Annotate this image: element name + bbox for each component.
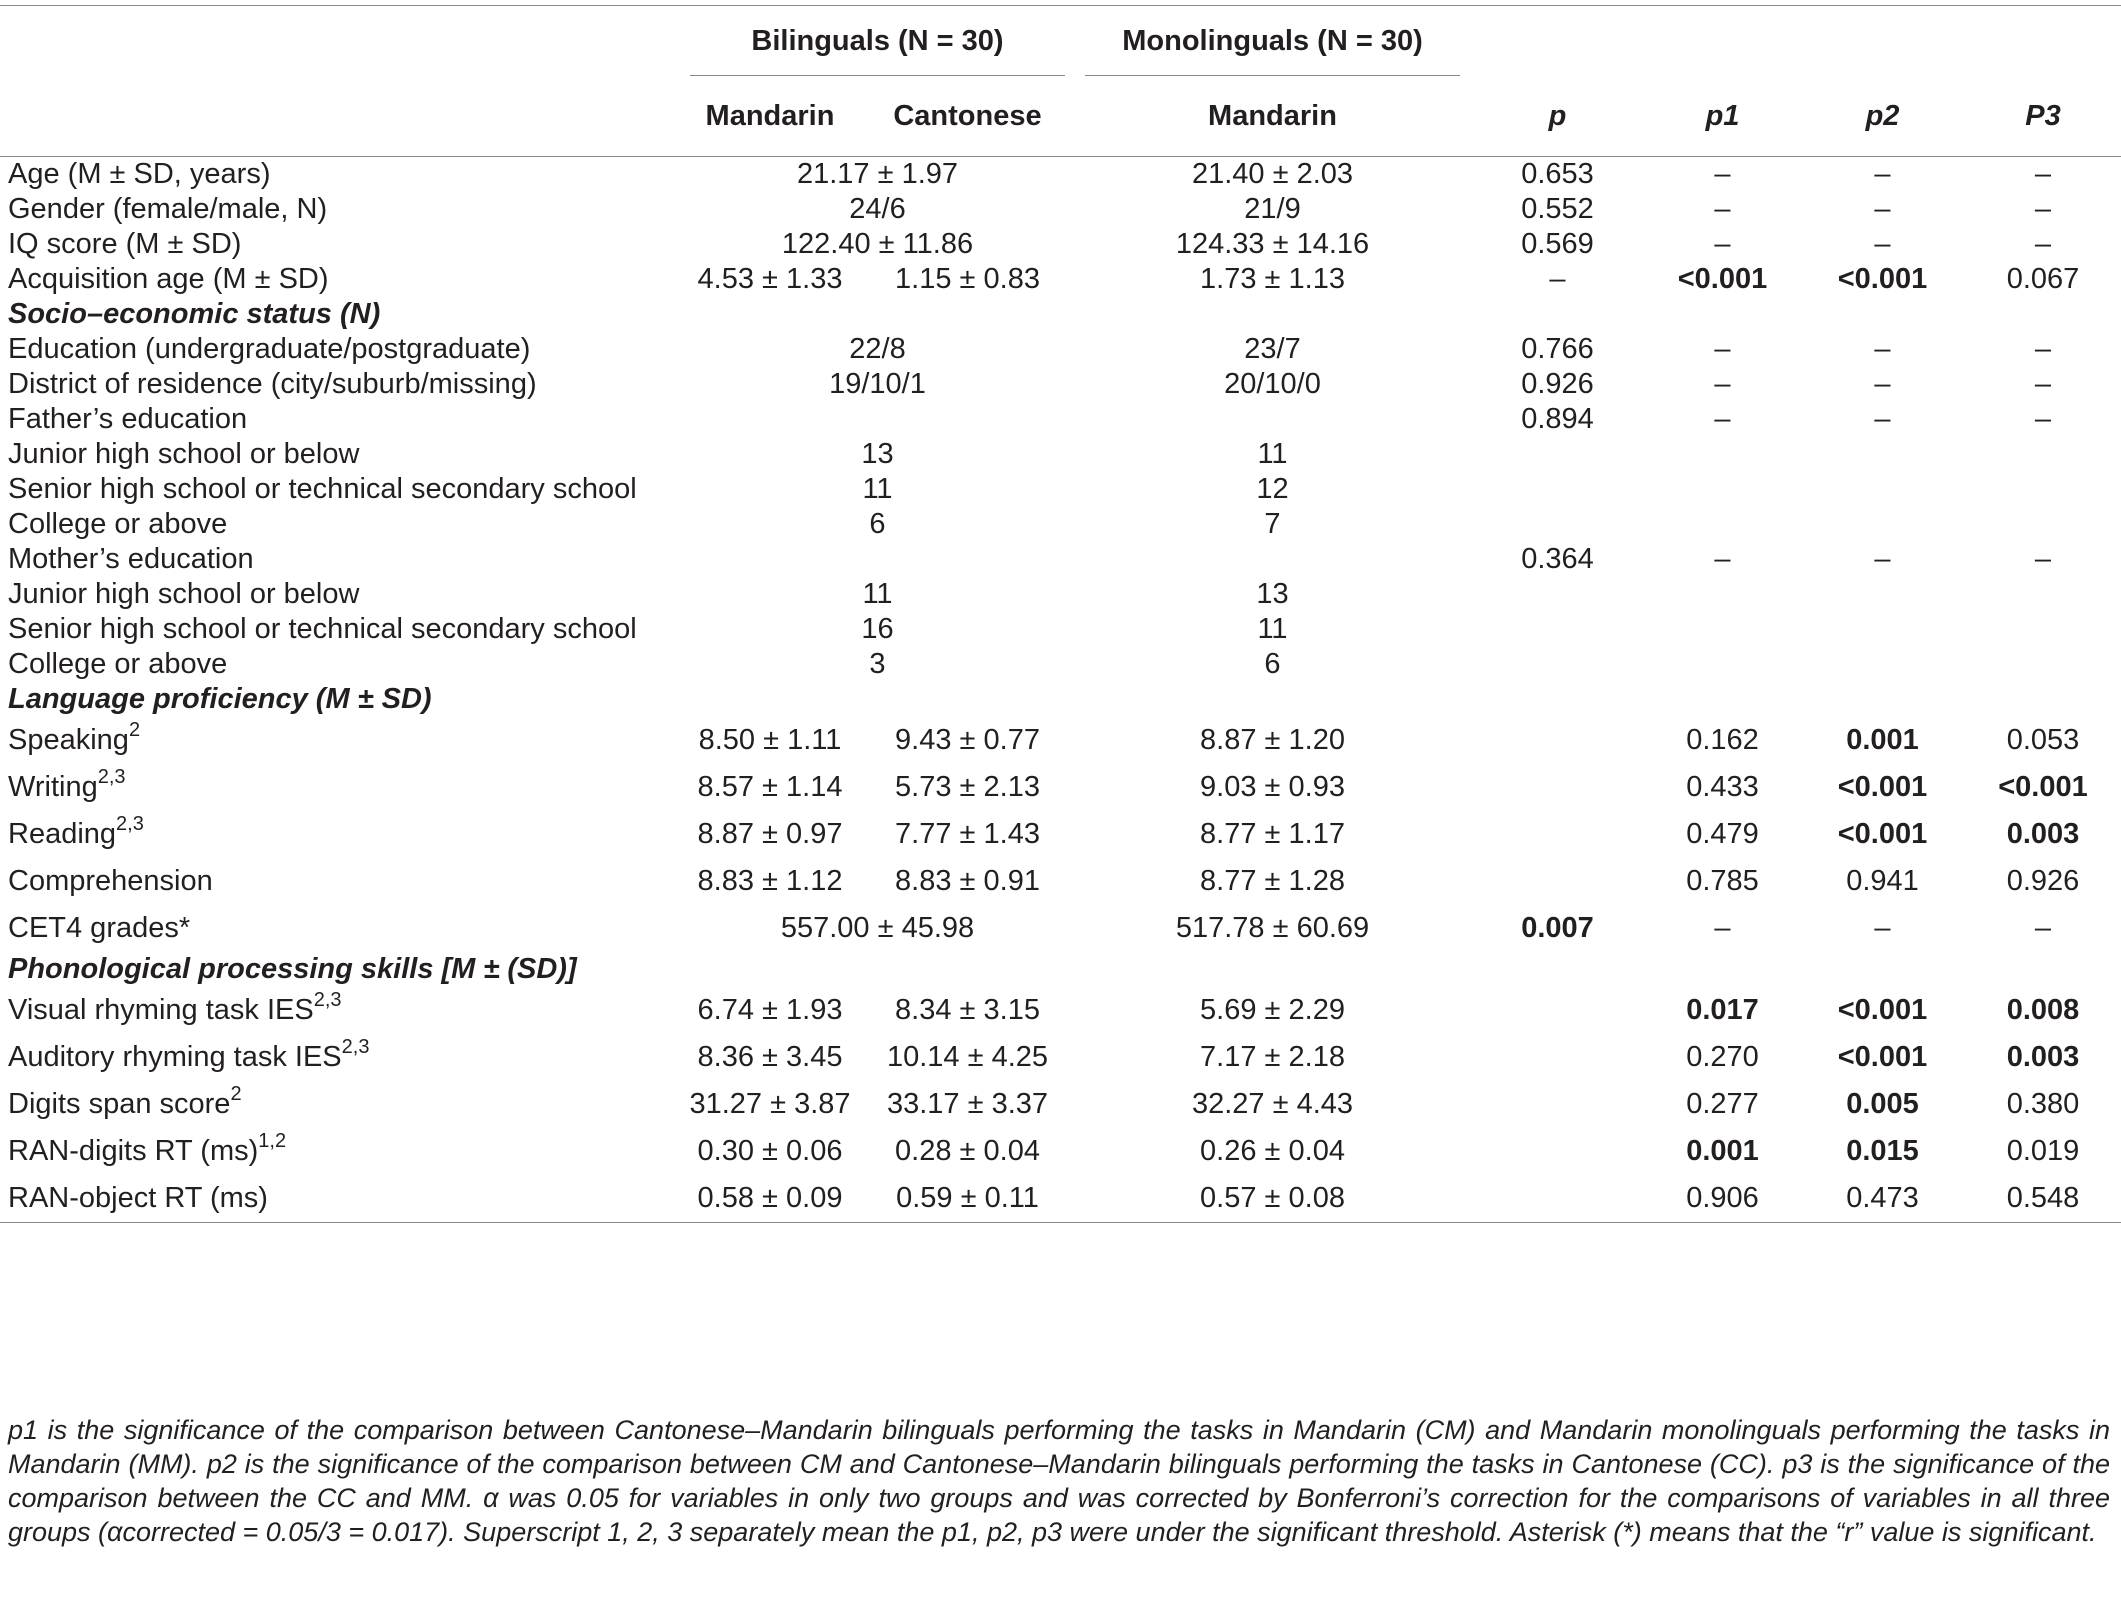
- section-spacer: [680, 297, 2121, 332]
- col-header-p3: [1965, 76, 2121, 157]
- cell-p: 0.766: [1521, 333, 1594, 365]
- cell-bi-mandarin: [680, 542, 860, 577]
- bilinguals-group-header: [680, 6, 1075, 76]
- row-label: [0, 297, 680, 332]
- cell-mono-mandarin: 8.77 ± 1.28: [1200, 865, 1345, 897]
- cell-bi-mandarin: 8.57 ± 1.14: [697, 771, 843, 803]
- cell-p3: [1965, 437, 2121, 472]
- table-row: [0, 472, 2121, 507]
- cell-mono-mandarin: 5.69 ± 2.29: [1200, 994, 1345, 1026]
- row-label-superscript: 2,3: [313, 989, 342, 1012]
- cell-p: 0.364: [1521, 543, 1594, 575]
- cell-p1: <0.001: [1677, 263, 1768, 295]
- cell-p3: 0.380: [2006, 1088, 2080, 1120]
- cell-bilinguals: 122.40 ± 11.86: [781, 228, 974, 260]
- cell-p3: 0.926: [2006, 865, 2080, 897]
- cell-p2: 0.015: [1846, 1135, 1919, 1167]
- row-label-text: Comprehension: [8, 865, 213, 897]
- row-label: [0, 612, 680, 647]
- row-label-text: Senior high school or technical secondary school: [8, 613, 637, 645]
- row-label: [0, 542, 680, 577]
- cell-p3: 0.053: [2006, 724, 2080, 756]
- row-label-text: RAN-object RT (ms): [8, 1182, 268, 1214]
- row-label-text: Gender (female/male, N): [8, 193, 328, 225]
- cell-mono-mandarin: 21.40 ± 2.03: [1191, 158, 1354, 190]
- cell-p3: –: [2034, 158, 2052, 190]
- cell-p1: 0.433: [1686, 771, 1759, 803]
- col-header-p3-text: P3: [2025, 99, 2061, 132]
- cell-bi-cantonese: 8.83 ± 0.91: [895, 865, 1040, 897]
- cell-p3: –: [2034, 193, 2052, 225]
- cell-p1: [1645, 472, 1800, 507]
- table-row: [0, 811, 2121, 858]
- table-row: [0, 858, 2121, 905]
- cell-bilinguals: 6: [869, 508, 886, 540]
- cell-p1: 0.277: [1686, 1088, 1759, 1120]
- table-row: [0, 542, 2121, 577]
- cell-p2: –: [1874, 912, 1891, 944]
- cell-bi-mandarin: 8.36 ± 3.45: [697, 1041, 843, 1073]
- table-row: [0, 437, 2121, 472]
- cell-p2: [1800, 577, 1965, 612]
- cell-bilinguals: 19/10/1: [829, 368, 926, 400]
- cell-p2: [1800, 472, 1965, 507]
- row-label: [0, 1081, 680, 1128]
- col-header-bi-mandarin: Mandarin: [680, 76, 860, 157]
- cell-p: [1470, 764, 1645, 811]
- row-label-text: Digits span score: [8, 1088, 231, 1120]
- cell-p2: <0.001: [1837, 994, 1928, 1026]
- row-label: [0, 858, 680, 905]
- cell-mono-mandarin: 517.78 ± 60.69: [1175, 912, 1370, 944]
- row-label-text: Age (M ± SD, years): [8, 158, 271, 190]
- cell-bi-cantonese: 1.15 ± 0.83: [895, 263, 1040, 295]
- cell-bi-mandarin: 31.27 ± 3.87: [689, 1088, 851, 1120]
- cell-mono-mandarin: 7: [1264, 508, 1281, 540]
- cell-mono-mandarin: 1.73 ± 1.13: [1200, 263, 1345, 295]
- row-label-text: RAN-digits RT (ms): [8, 1135, 259, 1167]
- col-header-p2: [1800, 76, 1965, 157]
- cell-p1: –: [1714, 403, 1731, 435]
- row-label: [0, 402, 680, 437]
- row-label: [0, 157, 680, 193]
- cell-p1: [1645, 612, 1800, 647]
- row-label: [0, 192, 680, 227]
- cell-p2: –: [1874, 193, 1891, 225]
- table-row: [0, 1034, 2121, 1081]
- cell-bi-mandarin: 4.53 ± 1.33: [697, 263, 843, 295]
- cell-p1: 0.017: [1686, 994, 1759, 1026]
- header-group-row: [0, 6, 2121, 76]
- row-label-text: Visual rhyming task IES: [8, 994, 314, 1026]
- table-body: [0, 157, 2121, 1223]
- cell-p: [1470, 811, 1645, 858]
- cell-mono-mandarin: 32.27 ± 4.43: [1191, 1088, 1354, 1120]
- row-label-text: Socio–economic status (N): [8, 298, 381, 330]
- cell-mono-mandarin: 8.77 ± 1.17: [1200, 818, 1345, 850]
- row-label-superscript: 2,3: [116, 813, 144, 836]
- cell-mono-mandarin: 124.33 ± 14.16: [1175, 228, 1370, 260]
- cell-p2: –: [1874, 158, 1891, 190]
- cell-bi-cantonese: 33.17 ± 3.37: [886, 1088, 1049, 1120]
- row-label-text: Education (undergraduate/postgraduate): [8, 333, 531, 365]
- cell-p1: 0.162: [1686, 724, 1759, 756]
- row-label: [0, 764, 680, 811]
- row-label-text: Senior high school or technical secondary school: [8, 473, 637, 505]
- cell-p1: –: [1714, 333, 1731, 365]
- cell-p: [1470, 472, 1645, 507]
- row-label: [0, 987, 680, 1034]
- bilinguals-group-label: Bilinguals (N = 30): [751, 24, 1004, 57]
- row-label: [0, 647, 680, 682]
- cell-bi-cantonese: 0.59 ± 0.11: [860, 1175, 1075, 1223]
- cell-p1: [1645, 647, 1800, 682]
- cell-p: [1470, 1081, 1645, 1128]
- col-header-p2-text: p2: [1865, 99, 1900, 132]
- cell-p3: 0.003: [2006, 818, 2080, 850]
- cell-p: [1470, 858, 1645, 905]
- cell-mono-mandarin: 23/7: [1244, 333, 1301, 365]
- row-label-text: College or above: [8, 648, 228, 680]
- cell-bi-cantonese: [860, 402, 1075, 437]
- cell-p: [1470, 507, 1645, 542]
- cell-p2: <0.001: [1837, 818, 1928, 850]
- cell-p: 0.552: [1521, 193, 1594, 225]
- row-label-text: Reading: [8, 818, 117, 850]
- section-header-row: [0, 297, 2121, 332]
- row-label: [0, 1175, 680, 1223]
- cell-p1: 0.001: [1686, 1135, 1759, 1167]
- cell-p1: 0.479: [1686, 818, 1759, 850]
- cell-p: 0.007: [1521, 912, 1594, 944]
- cell-p: [1470, 1175, 1645, 1223]
- section-spacer: [680, 682, 2121, 717]
- row-label: [0, 811, 680, 858]
- col-header-p1-text: p1: [1705, 99, 1740, 132]
- row-label: [0, 332, 680, 367]
- cell-p1: [1645, 437, 1800, 472]
- cell-p: [1470, 647, 1645, 682]
- cell-p3: –: [2034, 912, 2052, 944]
- row-label: [0, 437, 680, 472]
- cell-p2: 0.005: [1846, 1088, 1919, 1120]
- cell-p: [1470, 577, 1645, 612]
- cell-p2: –: [1874, 228, 1891, 260]
- col-header-mono-mandarin: Mandarin: [1075, 76, 1470, 157]
- cell-mono-mandarin: 11: [1257, 613, 1288, 645]
- row-label-text: IQ score (M ± SD): [8, 228, 242, 260]
- table-row: [0, 1175, 2121, 1223]
- row-label-superscript: 1,2: [258, 1130, 287, 1153]
- cell-p: –: [1549, 263, 1566, 295]
- cell-p3: 0.019: [2006, 1135, 2080, 1167]
- cell-p2: [1800, 437, 1965, 472]
- cell-p1: –: [1714, 368, 1731, 400]
- cell-p3: 0.548: [1965, 1175, 2121, 1223]
- cell-bi-cantonese: 8.34 ± 3.15: [895, 994, 1040, 1026]
- cell-p1: 0.785: [1686, 865, 1759, 897]
- cell-p3: [1965, 612, 2121, 647]
- cell-bilinguals: 557.00 ± 45.98: [780, 912, 975, 944]
- cell-p: [1470, 437, 1645, 472]
- cell-p2: <0.001: [1837, 1041, 1928, 1073]
- cell-p1: –: [1714, 228, 1731, 260]
- table-row: [0, 1128, 2121, 1175]
- cell-p: [1470, 1128, 1645, 1175]
- cell-bilinguals: 21.17 ± 1.97: [796, 158, 959, 190]
- cell-p3: 0.003: [2006, 1041, 2080, 1073]
- table-row: [0, 647, 2121, 682]
- col-header-bi-cantonese: Cantonese: [860, 76, 1075, 157]
- cell-p3: 0.008: [2006, 994, 2080, 1026]
- cell-p2: [1800, 612, 1965, 647]
- cell-p2: –: [1874, 333, 1891, 365]
- cell-p2: <0.001: [1837, 263, 1928, 295]
- cell-bilinguals: 11: [862, 473, 893, 505]
- row-label: [0, 227, 680, 262]
- table-row: [0, 157, 2121, 193]
- row-label-text: Speaking: [8, 724, 129, 756]
- cell-mono-mandarin: 13: [1256, 578, 1289, 610]
- cell-p2: 0.473: [1800, 1175, 1965, 1223]
- row-label: [0, 1128, 680, 1175]
- row-label: [0, 717, 680, 764]
- row-label: [0, 472, 680, 507]
- cell-mono-mandarin: 9.03 ± 0.93: [1200, 771, 1345, 803]
- table-row: [0, 717, 2121, 764]
- cell-p3: –: [2034, 368, 2052, 400]
- row-label-text: Acquisition age (M ± SD): [8, 263, 329, 295]
- cell-p1: –: [1714, 912, 1731, 944]
- cell-p: [1470, 987, 1645, 1034]
- cell-p1: –: [1714, 193, 1731, 225]
- cell-p: 0.569: [1521, 228, 1594, 260]
- row-label-text: CET4 grades*: [8, 912, 191, 944]
- cell-bi-cantonese: 10.14 ± 4.25: [886, 1041, 1049, 1073]
- cell-mono-mandarin: 12: [1256, 473, 1289, 505]
- cell-mono-mandarin: 7.17 ± 2.18: [1200, 1041, 1345, 1073]
- cell-bi-mandarin: 0.30 ± 0.06: [697, 1135, 843, 1167]
- row-label-superscript: 2,3: [341, 1036, 370, 1059]
- cell-p3: [1965, 647, 2121, 682]
- cell-p1: –: [1714, 158, 1731, 190]
- table-row: [0, 577, 2121, 612]
- cell-bi-cantonese: 9.43 ± 0.77: [895, 724, 1040, 756]
- cell-p2: [1800, 507, 1965, 542]
- cell-bilinguals: 3: [869, 648, 886, 680]
- cell-bi-mandarin: 8.50 ± 1.11: [698, 724, 842, 756]
- cell-bi-cantonese: 7.77 ± 1.43: [895, 818, 1040, 850]
- row-label: [0, 507, 680, 542]
- row-label-text: Writing: [8, 771, 98, 803]
- cell-bilinguals: 16: [861, 613, 894, 645]
- row-label-text: College or above: [8, 508, 228, 540]
- header-column-row: [0, 76, 2121, 157]
- cell-p2: –: [1874, 543, 1891, 575]
- monolinguals-group-label: Monolinguals (N = 30): [1122, 24, 1423, 57]
- cell-mono-mandarin: 20/10/0: [1224, 368, 1321, 400]
- cell-p1: [1645, 577, 1800, 612]
- row-label: [0, 905, 680, 952]
- cell-p: [1470, 717, 1645, 764]
- row-label: [0, 367, 680, 402]
- cell-mono-mandarin: 0.57 ± 0.08: [1075, 1175, 1470, 1223]
- demographics-table: [0, 5, 2121, 1223]
- cell-p: 0.926: [1521, 368, 1594, 400]
- row-label-text: Father’s education: [8, 403, 248, 435]
- cell-p3: <0.001: [1998, 771, 2088, 803]
- cell-p2: 0.941: [1846, 865, 1919, 897]
- table-row: [0, 612, 2121, 647]
- cell-bi-mandarin: [680, 402, 860, 437]
- cell-bi-mandarin: 0.58 ± 0.09: [680, 1175, 860, 1223]
- cell-p3: 0.067: [2006, 263, 2080, 295]
- row-label-text: District of residence (city/suburb/missing): [8, 368, 537, 400]
- section-header-row: [0, 682, 2121, 717]
- section-header-row: [0, 952, 2121, 987]
- row-label-superscript: 2: [128, 719, 141, 742]
- table-row: [0, 367, 2121, 402]
- cell-mono-mandarin: 8.87 ± 1.20: [1200, 724, 1345, 756]
- row-label-text: Mother’s education: [8, 543, 254, 575]
- row-label-superscript: 2: [230, 1083, 242, 1106]
- cell-p2: 0.001: [1846, 724, 1919, 756]
- cell-bi-cantonese: 5.73 ± 2.13: [895, 771, 1040, 803]
- cell-p2: <0.001: [1837, 771, 1928, 803]
- cell-p1: [1645, 507, 1800, 542]
- row-label: [0, 682, 680, 717]
- cell-p1: 0.906: [1645, 1175, 1800, 1223]
- table-row: [0, 192, 2121, 227]
- cell-bilinguals: 24/6: [849, 193, 906, 225]
- table-row: [0, 262, 2121, 297]
- cell-bi-mandarin: 8.83 ± 1.12: [697, 865, 843, 897]
- cell-p1: –: [1714, 543, 1731, 575]
- cell-bilinguals: 13: [861, 438, 894, 470]
- cell-p: [1470, 1034, 1645, 1081]
- col-header-p: [1470, 76, 1645, 157]
- cell-p2: –: [1874, 403, 1891, 435]
- cell-p2: –: [1874, 368, 1891, 400]
- table-row: [0, 1081, 2121, 1128]
- cell-p3: –: [2034, 228, 2052, 260]
- cell-bi-mandarin: 6.74 ± 1.93: [697, 994, 843, 1026]
- row-label-text: Junior high school or below: [8, 578, 360, 610]
- table-row: [0, 402, 2121, 437]
- cell-bilinguals: 22/8: [849, 333, 906, 365]
- row-label: [0, 952, 680, 987]
- row-label: [0, 262, 680, 297]
- cell-bi-mandarin: 8.87 ± 0.97: [697, 818, 843, 850]
- cell-mono-mandarin: [1075, 542, 1470, 577]
- table-row: [0, 905, 2121, 952]
- row-label-text: Phonological processing skills [M ± (SD)]: [8, 953, 577, 985]
- col-header-p-text: p: [1548, 99, 1567, 132]
- cell-p2: [1800, 647, 1965, 682]
- cell-p3: [1965, 472, 2121, 507]
- cell-mono-mandarin: 21/9: [1244, 193, 1301, 225]
- cell-p3: –: [2034, 333, 2052, 365]
- cell-bi-cantonese: 0.28 ± 0.04: [895, 1135, 1040, 1167]
- cell-p3: –: [2034, 403, 2052, 435]
- cell-mono-mandarin: 0.26 ± 0.04: [1200, 1135, 1345, 1167]
- cell-p: [1470, 612, 1645, 647]
- cell-p1: 0.270: [1686, 1041, 1759, 1073]
- row-label-text: Junior high school or below: [8, 438, 360, 470]
- row-label: [0, 1034, 680, 1081]
- cell-mono-mandarin: [1075, 402, 1470, 437]
- table-row: [0, 764, 2121, 811]
- cell-bilinguals: 11: [862, 578, 893, 610]
- cell-mono-mandarin: 6: [1264, 648, 1281, 680]
- section-spacer: [680, 952, 2121, 987]
- row-label-text: Auditory rhyming task IES: [8, 1041, 342, 1073]
- row-label-text: Language proficiency (M ± SD): [8, 683, 432, 715]
- col-header-p1: [1645, 76, 1800, 157]
- table-footnote: p1 is the significance of the comparison between Cantonese–Mandarin bilinguals performing the tasks in Mandarin (CM) and Mandarin monolinguals performing the tasks in Mandarin (MM). p2 is the significance of the comparison between CM and Cantonese–Mandarin bilinguals performing the tasks in Cantonese (CC). p3 is the significance of the comparison between the CC and MM. α was 0.05 for variables in only two groups and was corrected by Bonferroni’s correction for the comparisons of variables in all three groups (αcorrected = 0.05/3 = 0.017). Superscript 1, 2, 3 separately mean the p1, p2, p3 were under the significant threshold. Asterisk (*) means that the “r” value is significant.: [8, 1415, 2110, 1547]
- cell-p3: [1965, 507, 2121, 542]
- table-row: [0, 227, 2121, 262]
- cell-p3: –: [2034, 543, 2052, 575]
- cell-p: 0.653: [1521, 158, 1594, 190]
- cell-bi-cantonese: [860, 542, 1075, 577]
- row-label: [0, 577, 680, 612]
- cell-mono-mandarin: 11: [1257, 438, 1288, 470]
- monolinguals-group-header: [1075, 6, 1470, 76]
- row-label-superscript: 2,3: [97, 766, 126, 789]
- table-row: [0, 332, 2121, 367]
- cell-p: 0.894: [1521, 403, 1594, 435]
- cell-p3: [1965, 577, 2121, 612]
- table-row: [0, 507, 2121, 542]
- table-row: [0, 987, 2121, 1034]
